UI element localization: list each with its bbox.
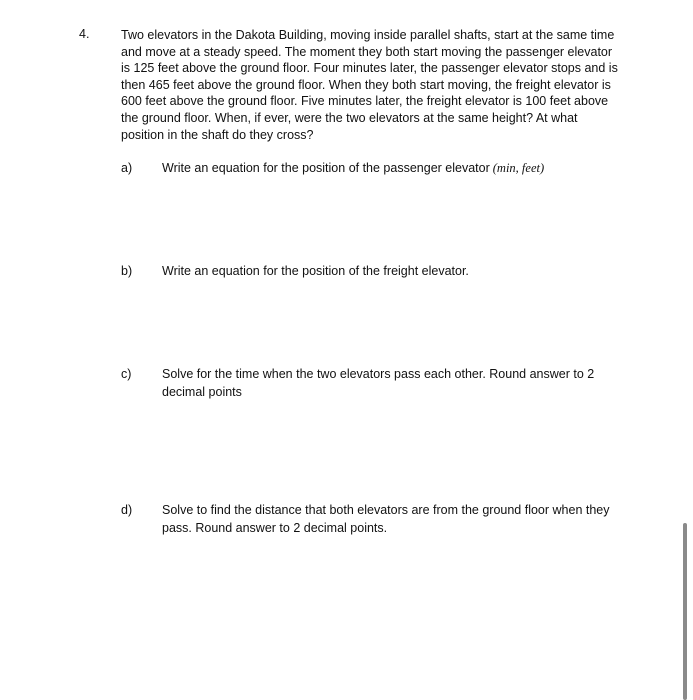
part-d-label: d) xyxy=(121,503,133,517)
part-b-label: b) xyxy=(121,264,133,278)
problem-statement: Two elevators in the Dakota Building, moving inside parallel shafts, start at the same time and move at a steady speed. The moment they both start moving the passenger elevator is 125 feet above the ground floor. Four minutes later, the passenger elevator stops and is then 465 feet above the ground floor. When they both start moving, the freight elevator is 600 feet above the ground floor. Five minutes later, the freight elevator is 100 feet above the ground floor. When, if ever, were the two elevators at the same height? At what position in the shaft do they cross? xyxy=(121,28,618,142)
part-a-label: a) xyxy=(121,161,133,175)
part-d-question: Solve to find the distance that both elevators are from the ground floor when they pass. Round answer to 2 decimal points. xyxy=(162,503,610,535)
part-a-question xyxy=(162,160,622,178)
part-c-question: Solve for the time when the two elevators pass each other. Round answer to 2 decimal points xyxy=(162,367,595,399)
part-a-text: Write an equation for the position of the passenger elevator xyxy=(162,161,490,175)
part-a-units: (min, feet) xyxy=(492,161,545,175)
part-b-question: Write an equation for the position of the freight elevator. xyxy=(162,264,469,278)
problem-number: 4. xyxy=(79,27,90,41)
vertical-scrollbar[interactable] xyxy=(683,523,687,700)
part-c-label: c) xyxy=(121,367,132,381)
